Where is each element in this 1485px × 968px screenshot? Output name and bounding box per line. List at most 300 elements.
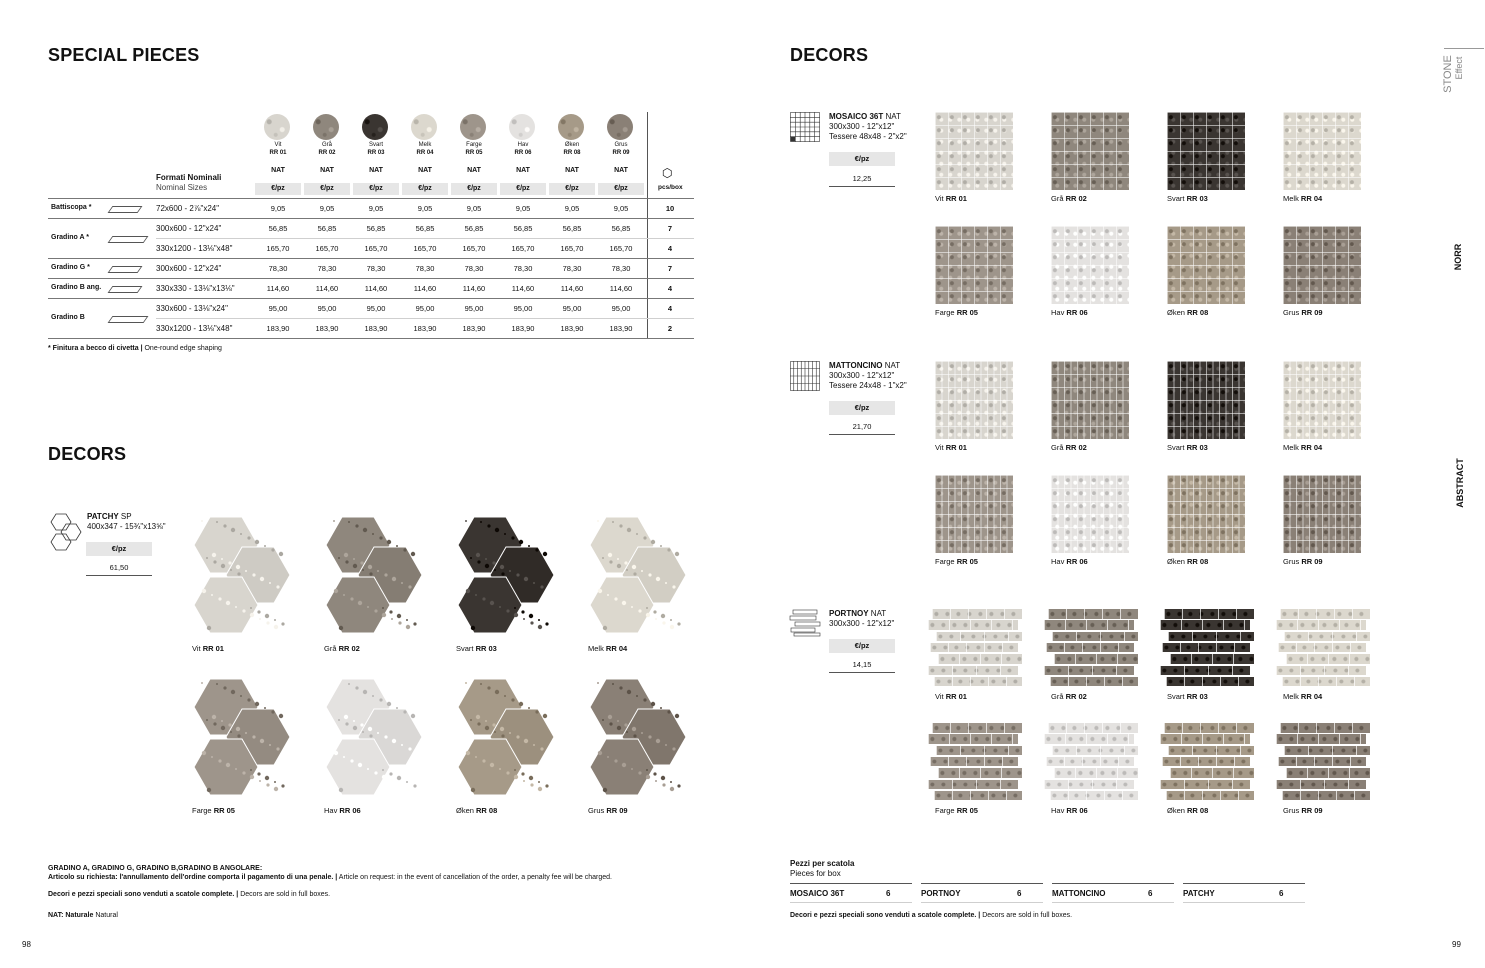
speckle [218,597,221,600]
note-line-4: NAT: Naturale Natural [48,912,118,919]
caption-code: RR 08 [1187,557,1209,566]
speckle [665,582,667,584]
speckle [648,573,651,576]
row-value: 183,90 [266,324,290,333]
caption-name: Hav [1051,806,1067,815]
mosaico-tile [1051,226,1129,304]
color-code: RR 04 [416,150,434,156]
row-value: 78,30 [464,264,484,273]
speckle [252,573,255,576]
speckle [646,607,648,609]
speckle [617,720,619,722]
portnoy-strip [928,734,1018,744]
portnoy-strip [1048,609,1138,619]
row-value: 165,70 [315,244,339,253]
row-value: 9,05 [515,204,531,213]
speckle [406,619,408,621]
speckle [391,780,393,782]
speckle [362,731,364,733]
speckle [389,772,392,775]
speckle [524,739,528,743]
speckle [597,520,599,522]
speckle [543,714,547,718]
portnoy-strip [1276,734,1366,744]
profile-sketch [108,266,143,273]
speckle [665,744,667,746]
speckle [255,540,259,544]
portnoy-strip [1162,757,1250,767]
speckle [545,784,548,787]
speckle [538,625,542,629]
speckle [255,702,259,706]
portnoy-strip [1282,791,1370,801]
speckle [627,528,631,532]
speckle [465,520,467,522]
row-value: 9,05 [368,204,384,213]
speckle [672,585,675,588]
speckle [475,594,477,596]
column-header [548,141,596,157]
nat-label: NAT [467,167,481,174]
speckle [597,682,599,684]
speckle [353,726,357,730]
speckle [540,585,543,588]
speckle [274,781,276,783]
speckle [343,756,345,758]
speckle [485,726,489,730]
speckle [334,751,338,755]
speckle [624,723,627,726]
row-pcs: 4 [667,304,673,313]
speckle [511,698,514,701]
caption-code: RR 05 [956,557,978,566]
speckle [602,557,604,559]
caption-code: RR 03 [1186,194,1208,203]
decors-title-right: DECORS [790,45,869,65]
speckle [519,702,523,706]
row-value: 165,70 [266,244,290,253]
row-value: 165,70 [609,244,633,253]
side-effect-label: Effect [1454,56,1464,80]
portnoy-strip [1160,780,1250,790]
portnoy-strip [1160,620,1250,630]
portnoy-strip [928,780,1018,790]
speckle [533,744,535,746]
speckle [235,768,237,770]
caption-name: Svart [1167,692,1187,701]
speckle [237,734,240,737]
patchy-eur-label: €/pz [86,542,152,556]
speckle [369,572,372,575]
group-line [48,218,694,219]
patchy-hexagon-icon [46,512,82,554]
row-pcs: 7 [667,224,673,233]
speckle [279,714,283,718]
speckle [509,732,511,734]
row-value: 56,85 [317,224,337,233]
color-name: Hav [517,142,529,148]
speckle [403,710,406,713]
caption-code: RR 04 [1300,194,1323,203]
caption-name: Vit [935,194,946,203]
speckle [662,783,665,786]
patchy-hexagons [588,675,690,801]
nat-label: NAT [516,167,530,174]
formats-label: Formati Nominali [156,173,222,182]
caption-name: Melk [1283,194,1301,203]
sizes-label: Nominal Sizes [156,183,208,192]
mattoncino-tile [1283,475,1361,553]
speckle [242,771,245,774]
speckle [245,570,247,572]
speckle [670,787,674,791]
color-code: RR 08 [563,150,581,156]
portnoy-strip [936,632,1022,642]
speckle [636,533,638,535]
speckle [201,520,203,522]
speckle [247,536,250,539]
speckle [264,545,266,547]
speckle [389,610,392,613]
tile-caption [1051,692,1087,701]
speckle [495,690,499,694]
swatch-rr09 [607,114,633,140]
portnoy-strip [1170,768,1254,778]
speckle [235,606,237,608]
speckle [641,570,643,572]
eur-label: €/pz [500,183,546,195]
speckle [661,614,665,618]
portnoy-price: 14,15 [829,660,895,673]
caption-name: Øken [1167,557,1188,566]
speckle [504,533,506,535]
caption-name: Øken [1167,308,1188,317]
speckle [646,613,650,617]
speckle [627,690,631,694]
speckle [672,747,675,750]
speckle [598,751,602,755]
box-name: MATTONCINO [1052,889,1106,898]
speckle [413,622,416,625]
caption-name: Grus [588,806,607,815]
caption-code: RR 06 [339,806,361,815]
speckle [274,625,278,629]
speckle [622,763,626,767]
color-name: Melk [418,142,432,148]
speckle [670,781,672,783]
caption-code: RR 03 [475,644,497,653]
box-top-line [1052,883,1174,884]
speckle [226,601,230,605]
portnoy-strip [932,723,1022,733]
speckle [360,561,363,564]
speckle [231,690,235,694]
speckle [223,686,226,689]
patchy-name: PATCHY SP 400x347 - 15¾"x13⅝" [87,512,166,531]
speckle [247,698,250,701]
speckle [265,776,269,780]
portnoy-brick-icon [789,609,821,637]
group-line [48,338,694,339]
eur-label: €/pz [353,183,399,195]
row-value: 114,60 [462,284,486,293]
speckle [516,573,519,576]
speckle [207,788,211,792]
speckle [471,788,475,792]
row-size: 300x600 - 12"x24" [156,264,222,273]
box-bottom-line [1183,902,1305,903]
portnoy-strip [1286,768,1370,778]
row-value: 9,05 [466,204,482,213]
tile-caption [324,644,360,653]
row-group-label: Gradino G * [51,264,90,271]
speckle [626,731,628,733]
speckle [655,618,657,620]
row-value: 165,70 [413,244,437,253]
row-value: 9,05 [613,204,629,213]
caption-code: RR 02 [1065,692,1087,701]
speckle [535,710,538,713]
tile-caption [1283,308,1323,317]
patchy-hexagons [192,675,294,801]
tile-caption [1283,194,1322,203]
caption-code: RR 01 [945,194,967,203]
speckle [236,565,240,569]
speckle [633,734,636,737]
speckle [622,601,626,605]
speckle [477,560,480,563]
speckle [506,771,509,774]
speckle [528,545,530,547]
speckle [543,552,547,556]
speckle [655,780,657,782]
portnoy-strip [1044,666,1134,676]
profile-sketch [108,206,143,213]
speckle [397,776,401,780]
speckle [213,722,216,725]
column-header [450,141,498,157]
mosaico-tile [1167,112,1245,190]
speckle [675,552,679,556]
speckle [266,783,269,786]
portnoy-strip [1278,643,1366,653]
row-value: 78,30 [415,264,435,273]
patchy-tile-rr01 [192,513,294,639]
speckle [492,723,495,726]
caption-name: Øken [1167,806,1188,815]
tile-caption [1283,692,1322,701]
speckle [524,577,528,581]
row-value: 95,00 [562,304,582,313]
speckle [344,553,348,557]
speckle [392,739,396,743]
speckle [403,548,406,551]
speckle [476,715,480,719]
nat-label: NAT [320,167,334,174]
speckle [607,594,609,596]
speckle [250,769,252,771]
row-value: 114,60 [511,284,535,293]
color-name: Vit [274,142,282,148]
speckle [495,528,499,532]
speckle [221,726,225,730]
speckle [661,776,665,780]
patchy-hexagons [324,513,426,639]
speckle [353,558,355,560]
swatch-rr06 [509,114,535,140]
speckle [392,577,396,581]
speckle [501,572,504,575]
row-value: 165,70 [511,244,535,253]
tile-caption [1167,308,1208,317]
row-value: 95,00 [366,304,386,313]
speckle [632,565,636,569]
speckle [677,784,680,787]
tile-caption [935,194,967,203]
speckle [202,589,206,593]
mosaico-eur-label: €/pz [829,152,895,166]
speckle [274,787,278,791]
swatch-rr05 [460,114,486,140]
speckle [363,528,367,532]
caption-code: RR 09 [1301,806,1323,815]
speckle [499,768,501,770]
patchy-tile-rr09 [588,675,690,801]
portnoy-strip [1284,632,1370,642]
row-value: 183,90 [315,324,339,333]
speckle [470,557,472,559]
speckle [641,732,643,734]
speckle [237,572,240,575]
profile-sketch [108,286,143,293]
speckle [475,756,477,758]
speckle [345,560,348,563]
note-line-2: Articolo su richiesta: l'annullamento dell'ordine comporta il pagamento di una penale. | Article on request: in the event of cancellation of the order, a penalty fee will be charged. [48,874,612,881]
portnoy-strip [1168,746,1254,756]
portnoy-strip [1164,723,1254,733]
speckle [476,553,480,557]
caption-name: Vit [935,692,946,701]
speckle [355,686,358,689]
speckle [540,747,543,750]
speckle [500,565,504,569]
portnoy-tile [928,609,1022,689]
caption-name: Melk [1283,692,1301,701]
eur-label: €/pz [304,183,350,195]
speckle [264,707,266,709]
table-divider [647,112,648,338]
speckle [602,719,604,721]
speckle [509,570,511,572]
speckle [281,622,284,625]
patchy-tile-rr08 [456,675,558,801]
speckle [656,739,660,743]
speckle [338,719,340,721]
speckle [501,734,504,737]
speckle [485,720,487,722]
speckle [667,710,670,713]
caption-name: Svart [456,644,476,653]
nat-label: NAT [271,167,285,174]
speckle [207,626,211,630]
color-code: RR 01 [269,150,287,156]
row-pcs: 4 [667,284,673,293]
speckle [529,614,533,618]
caption-code: RR 09 [1301,557,1323,566]
speckle [397,614,401,618]
caption-name: Øken [456,806,477,815]
patchy-tile-rr06 [324,675,426,801]
speckle [212,553,216,557]
caption-name: Melk [1283,443,1301,452]
speckle [372,533,374,535]
speckle [387,702,391,706]
speckle [485,564,489,568]
caption-code: RR 04 [605,644,628,653]
speckle [617,726,621,730]
caption-name: Farge [935,308,957,317]
special-pieces-title: SPECIAL PIECES [48,45,200,65]
nat-label: NAT [418,167,432,174]
speckle [519,540,523,544]
speckle [470,719,472,721]
portnoy-tile [1160,723,1254,803]
tile-caption [935,806,978,815]
row-value: 183,90 [609,324,633,333]
row-value: 56,85 [513,224,533,233]
row-value: 165,70 [364,244,388,253]
color-code: RR 03 [367,150,385,156]
eur-label: €/pz [598,183,644,195]
caption-name: Grus [1283,308,1302,317]
caption-code: RR 06 [1066,557,1088,566]
speckle [490,601,494,605]
portnoy-strip [934,677,1022,687]
patchy-hexagons [456,513,558,639]
speckle [624,561,627,564]
speckle [396,545,398,547]
portnoy-tile [1160,609,1254,689]
note-line-1: GRADINO A, GRADINO G, GRADINO B,GRADINO B ANGOLARE: [48,865,263,872]
caption-name: Grå [324,644,339,653]
row-value: 114,60 [609,284,633,293]
mattoncino-grid-icon [790,361,820,391]
speckle [408,585,411,588]
mattoncino-tile [935,475,1013,553]
portnoy-strip [1160,666,1250,676]
speckle [355,524,358,527]
speckle [363,690,367,694]
group-line [48,278,694,279]
speckle [643,698,646,701]
speckle [614,597,617,600]
portnoy-tile [1276,609,1370,689]
speckle [338,557,340,559]
color-name: Farge [466,142,482,148]
patchy-tile-rr05 [192,675,294,801]
tile-caption [1167,692,1208,701]
caption-name: Farge [935,557,957,566]
row-value: 183,90 [511,324,535,333]
group-line [48,298,694,299]
speckle [660,545,662,547]
patchy-hexagons [324,675,426,801]
portnoy-strip [1164,609,1254,619]
row-value: 95,00 [317,304,337,313]
row-group-label: Gradino B ang. [51,284,102,291]
portnoy-strip [1160,734,1250,744]
portnoy-strip [1280,723,1370,733]
